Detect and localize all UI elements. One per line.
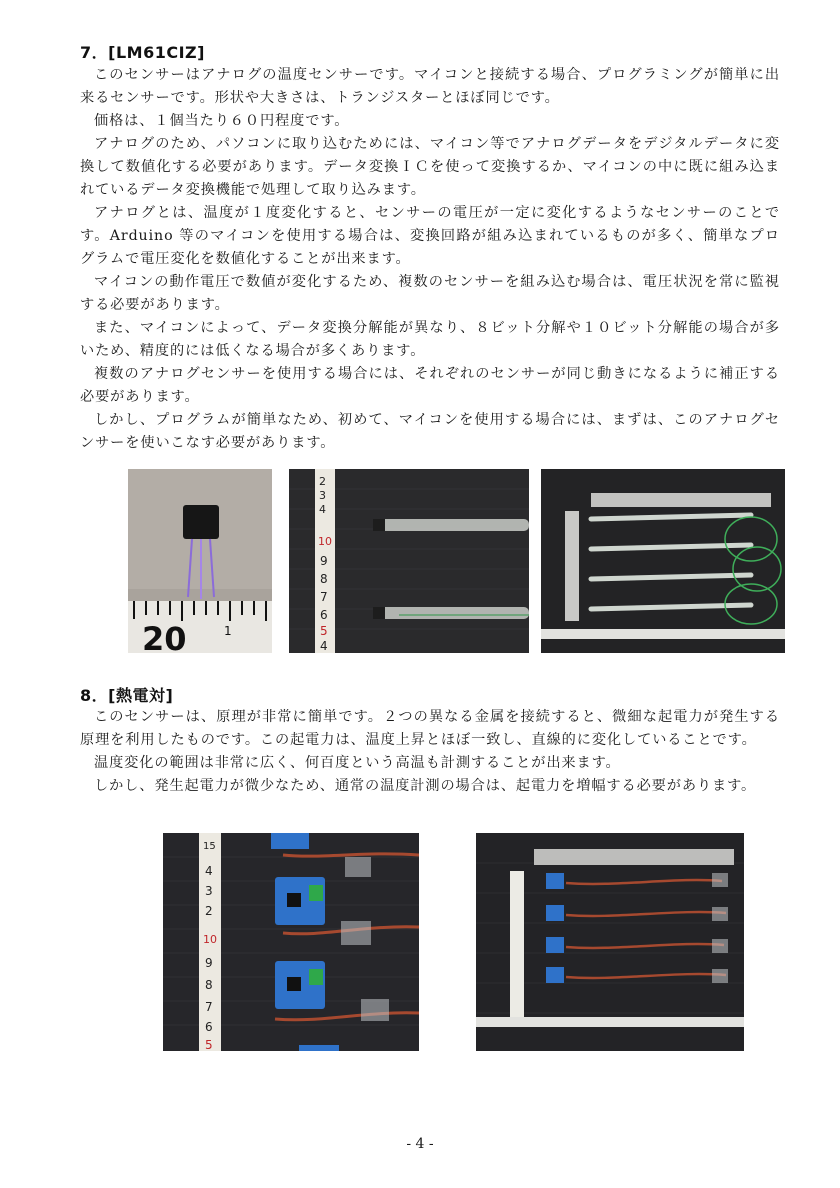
lm61-sensor-photo xyxy=(128,469,272,653)
paragraph: 複数のアナログセンサーを使用する場合には、それぞれのセンサーが同じ動きになるように補正する必要があります。 xyxy=(80,366,780,405)
tape-label: 15 xyxy=(203,841,216,852)
tube-sensor-photo xyxy=(289,469,529,653)
tape-label: 6 xyxy=(205,1020,213,1034)
tape-label: 9 xyxy=(320,554,328,568)
tape-label: 4 xyxy=(205,864,213,878)
tape-label: 2 xyxy=(205,904,213,918)
paragraph: 温度変化の範囲は非常に広く、何百度という高温も計測することが出来ます。 xyxy=(94,755,621,771)
tape-label: 9 xyxy=(205,956,213,970)
ruler-sub-label: 1 xyxy=(224,624,232,638)
thermocouple-set-photo xyxy=(476,833,744,1051)
paragraph: アナログとは、温度が１度変化すると、センサーの電圧が一定に変化するようなセンサーのことです。Arduino 等のマイコンを使用する場合は、変換回路が組み込まれているものが多く、簡単なプログラムで電圧変化を数値化することが出来ます。 xyxy=(80,205,780,267)
tape-label: 3 xyxy=(205,884,213,898)
tape-label: 8 xyxy=(320,572,328,586)
tape-label: 5 xyxy=(320,624,328,638)
section7-heading: 7．[LM61CIZ] xyxy=(80,43,205,62)
section7-body xyxy=(80,64,780,455)
sensor-cables-photo xyxy=(541,469,785,653)
paragraph: マイコンの動作電圧で数値が変化するため、複数のセンサーを組み込む場合は、電圧状況を常に監視する必要があります。 xyxy=(80,274,780,313)
section8-body xyxy=(80,706,780,798)
paragraph: アナログのため、パソコンに取り込むためには、マイコン等でアナログデータをデジタルデータに変換して数値化する必要があります。データ変換ＩＣを使って変換するか、マイコンの中に既に組み込まれているデータ変換機能で処理して取り込みます。 xyxy=(80,136,780,198)
tape-label: 2 xyxy=(319,475,326,488)
tape-label: 7 xyxy=(205,1000,213,1014)
tape-label: 6 xyxy=(320,608,328,622)
thermocouple-board-photo xyxy=(163,833,419,1051)
tape-label: 3 xyxy=(319,489,326,502)
tape-label: 10 xyxy=(203,933,217,946)
page-number: - 4 - xyxy=(406,1136,434,1152)
tape-label: 8 xyxy=(205,978,213,992)
ruler-label: 20 xyxy=(142,620,187,653)
paragraph: また、マイコンによって、データ変換分解能が異なり、８ビット分解や１０ビット分解能の場合が多いため、精度的には低くなる場合が多くあります。 xyxy=(80,320,780,359)
paragraph: このセンサーはアナログの温度センサーです。マイコンと接続する場合、プログラミングが簡単に出来るセンサーです。形状や大きさは、トランジスターとほぼ同じです。 xyxy=(80,67,780,106)
paragraph: 価格は、１個当たり６０円程度です。 xyxy=(94,113,350,129)
paragraph: このセンサーは、原理が非常に簡単です。２つの異なる金属を接続すると、微細な起電力が発生する原理を利用したものです。この起電力は、温度上昇とほぼ一致し、直線的に変化していることです。 xyxy=(80,709,780,748)
tape-label: 4 xyxy=(320,639,328,653)
tape-label: 10 xyxy=(318,535,332,548)
tape-label: 7 xyxy=(320,590,328,604)
tape-label: 5 xyxy=(205,1038,213,1051)
paragraph: しかし、プログラムが簡単なため、初めて、マイコンを使用する場合には、まずは、このアナログセンサーを使いこなす必要があります。 xyxy=(80,412,780,451)
section8-heading: 8．[熱電対] xyxy=(80,686,174,705)
tape-label: 4 xyxy=(319,503,326,516)
paragraph: しかし、発生起電力が微少なため、通常の温度計測の場合は、起電力を増幅する必要があります。 xyxy=(94,778,757,794)
